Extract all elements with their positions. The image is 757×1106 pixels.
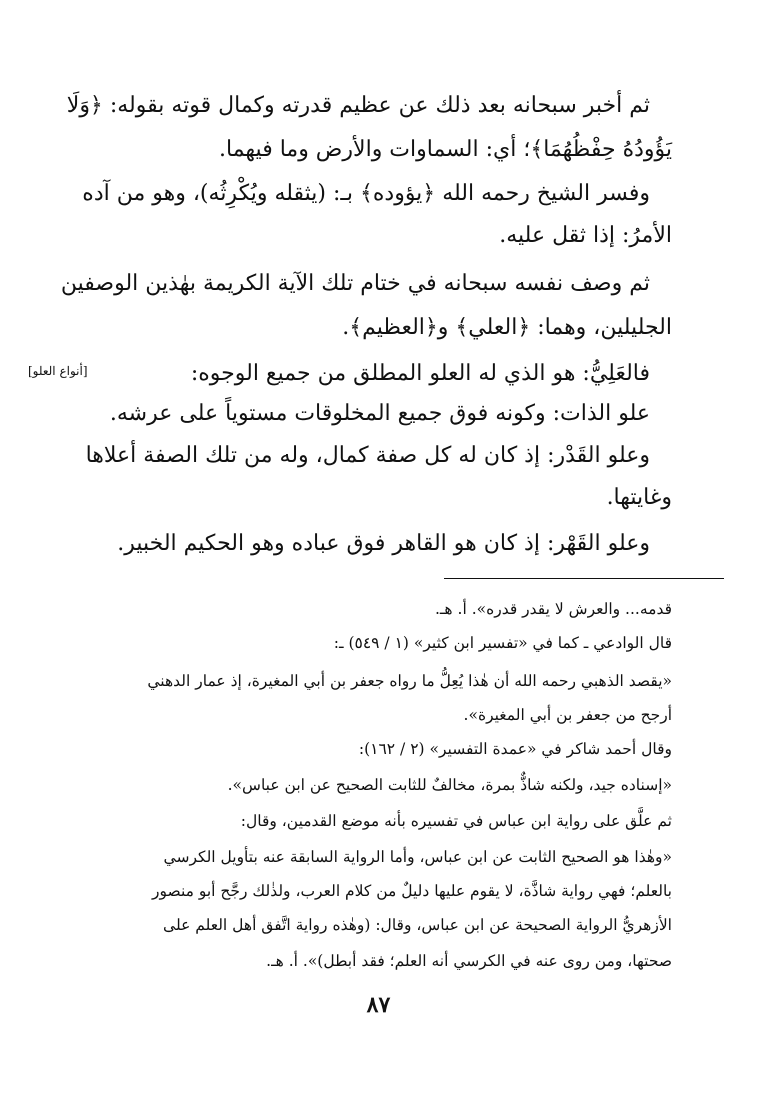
footnote-line: ثم علَّق على رواية ابن عباس في تفسيره بأنه موضع القدمين، وقال:: [240, 812, 672, 830]
footnote-line: أرجح من جعفر بن أبي المغيرة».: [463, 706, 672, 724]
footnote-line: قال الوادعي ـ كما في «تفسير ابن كثير» (١ / ٥٤٩) ـ:: [333, 634, 672, 652]
footnote-line: «يقصد الذهبي رحمه الله أن هٰذا يُعِلُّ ما رواه جعفر بن أبي المغيرة، إذ عمار الدهني: [147, 672, 672, 690]
main-line: ثم وصف نفسه سبحانه في ختام تلك الآية الكريمة بهٰذين الوصفين: [60, 271, 650, 296]
main-line: وعلو القَدْر: إذ كان له كل صفة كمال، وله من تلك الصفة أعلاها: [85, 443, 650, 468]
main-line: وعلو القَهْر: إذ كان هو القاهر فوق عباده وهو الحكيم الخبير.: [117, 531, 650, 556]
margin-note: [أنواع العلو]: [28, 364, 88, 378]
main-line: ثم أخبر سبحانه بعد ذلك عن عظيم قدرته وكمال قوته بقوله: ﴿وَلَا: [66, 93, 650, 118]
footnote-line: بالعلم؛ فهي رواية شاذَّة، لا يقوم عليها دليلٌ من كلام العرب، ولذٰلك رجَّح أبو منصور: [152, 882, 672, 900]
footnote-line: «إسناده جيد، ولكنه شاذٌّ بمرة، مخالفٌ للثابت الصحيح عن ابن عباس».: [227, 776, 672, 794]
footnote-line: «وهٰذا هو الصحيح الثابت عن ابن عباس، وأما الرواية السابقة عنه بتأويل الكرسي: [163, 848, 672, 866]
main-line: الجليلين، وهما: ﴿العلي﴾ و﴿العظيم﴾.: [342, 315, 672, 340]
footnote-line: الأزهريُّ الرواية الصحيحة عن ابن عباس، وقال: (وهٰذه رواية اتَّفق أهل العلم على: [163, 916, 672, 934]
main-line: يَؤُودُهُ حِفْظُهُمَا﴾؛ أي: السماوات والأرض وما فيهما.: [219, 137, 672, 162]
footnote-line: صحتها، ومن روى عنه في الكرسي أنه العلم؛ فقد أبطل)». أ. هـ.: [266, 952, 672, 970]
main-line: وفسر الشيخ رحمه الله ﴿يؤوده﴾ بـ: (يثقله ويُكْرِثُه)، وهو من آده: [82, 181, 650, 206]
main-line: فالعَلِيُّ: هو الذي له العلو المطلق من جميع الوجوه:: [190, 361, 650, 386]
page-number: ٨٧: [366, 992, 391, 1018]
footnote-line: قدمه... والعرش لا يقدر قدره». أ. هـ.: [434, 600, 672, 618]
main-line: علو الذات: وكونه فوق جميع المخلوقات مستوياً على عرشه.: [109, 401, 650, 426]
footnote-divider: [444, 578, 724, 579]
footnote-line: وقال أحمد شاكر في «عمدة التفسير» (٢ / ١٦٢):: [358, 740, 672, 758]
main-line: الأمرُ: إذا ثقل عليه.: [499, 223, 672, 248]
main-line: وغايتها.: [606, 485, 672, 510]
